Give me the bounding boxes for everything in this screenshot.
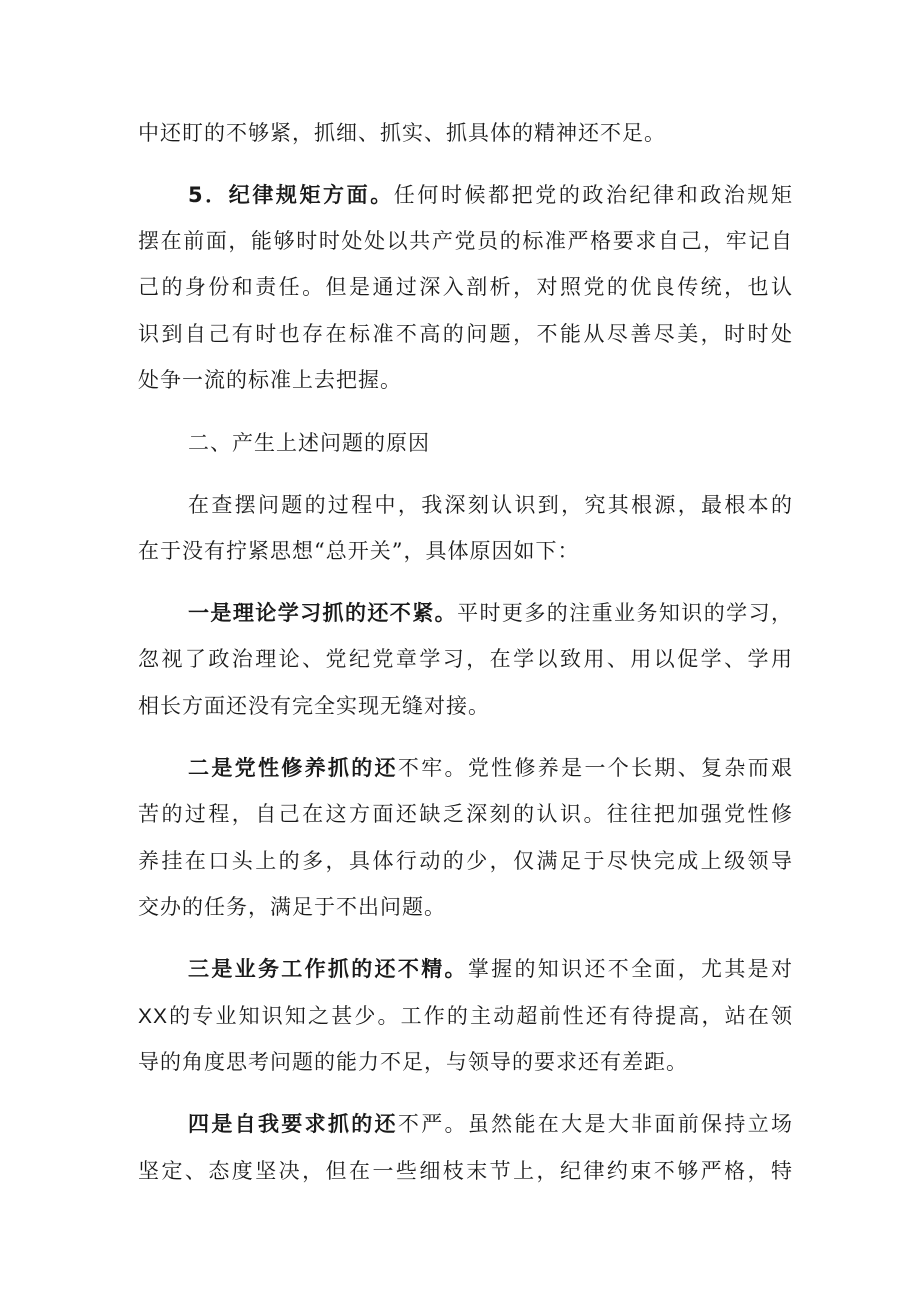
paragraph-line <box>138 799 793 829</box>
placeholder-xx: XX <box>138 1005 169 1028</box>
reason-4-heading-line <box>188 1109 793 1139</box>
line-text: 处争一流的标准上去把握。 <box>138 368 402 392</box>
line-text: 坚定、态度坚决，但在一些细枝末节上，纪律约束不够严格，特 <box>138 1159 793 1183</box>
paragraph-line <box>138 892 793 922</box>
reason-2-bold-title: 二是党性修养抓的还 <box>188 756 398 780</box>
paragraph-line <box>138 1001 793 1032</box>
paragraph-line <box>138 118 793 148</box>
paragraph-line <box>138 226 793 256</box>
reason-1-heading-line <box>188 598 793 628</box>
line-text: 不严。虽然能在大是大非面前保持立场 <box>397 1112 794 1136</box>
line-text: 在查摆问题的过程中，我深刻认识到，究其根源，最根本的 <box>188 493 793 517</box>
reason-1-bold-title: 一是理论学习抓的还不紧。 <box>188 601 458 625</box>
paragraph-line <box>188 490 793 520</box>
line-text: 中还盯的不够紧，抓细、抓实、抓具体的精神还不足。 <box>138 121 666 145</box>
line-text: 忽视了政治理论、党纪党章学习，在学以致用、用以促学、学用 <box>138 647 793 671</box>
paragraph-5-bold-title: 5．纪律规矩方面。 <box>188 183 394 207</box>
reason-2-heading-line <box>188 753 793 783</box>
line-text: 导的角度思考问题的能力不足，与领导的要求还有差距。 <box>138 1050 688 1074</box>
paragraph-line <box>138 272 793 302</box>
paragraph-line <box>138 319 793 349</box>
line-text: 平时更多的注重业务知识的学习， <box>457 601 793 625</box>
reason-4-bold-title: 四是自我要求抓的还 <box>188 1112 398 1136</box>
line-text: 掌握的知识还不全面，尤其是对 <box>467 957 794 981</box>
line-text: 摆在前面，能够时时处处以共产党员的标准严格要求自己，牢记自 <box>138 229 793 253</box>
line-text: 己的身份和责任。但是通过深入剖析，对照党的优良传统，也认 <box>138 275 793 299</box>
paragraph-5-heading-line <box>188 180 793 210</box>
line-text: 苦的过程，自己在这方面还缺乏深刻的认识。往往把加强党性修 <box>138 802 793 826</box>
line-text: 相长方面还没有完全实现无缝对接。 <box>138 694 490 718</box>
paragraph-line <box>138 1047 793 1077</box>
reason-3-heading-line <box>188 954 793 984</box>
line-text: 在于没有拧紧思想“总开关”，具体原因如下： <box>138 539 580 563</box>
paragraph-line <box>138 846 793 876</box>
line-text: 交办的任务，满足于不出问题。 <box>138 895 446 919</box>
section-heading <box>188 428 793 458</box>
paragraph-line <box>138 536 793 566</box>
paragraph-line <box>138 691 793 721</box>
line-text: 养挂在口头上的多，具体行动的少，仅满足于尽快完成上级领导 <box>138 849 793 873</box>
line-text: 的专业知识知之甚少。工作的主动超前性还有待提高，站在领 <box>168 1004 793 1028</box>
reason-3-bold-title: 三是业务工作抓的还不精。 <box>188 957 468 981</box>
paragraph-line <box>138 1156 793 1186</box>
paragraph-line <box>138 644 793 674</box>
line-text: 任何时候都把党的政治纪律和政治规矩 <box>393 183 793 207</box>
line-text: 不牢。党性修养是一个长期、复杂而艰 <box>397 756 794 780</box>
line-text: 识到自己有时也存在标准不高的问题，不能从尽善尽美，时时处 <box>138 322 793 346</box>
paragraph-line <box>138 365 793 395</box>
section-heading-text: 二、产生上述问题的原因 <box>188 431 430 455</box>
